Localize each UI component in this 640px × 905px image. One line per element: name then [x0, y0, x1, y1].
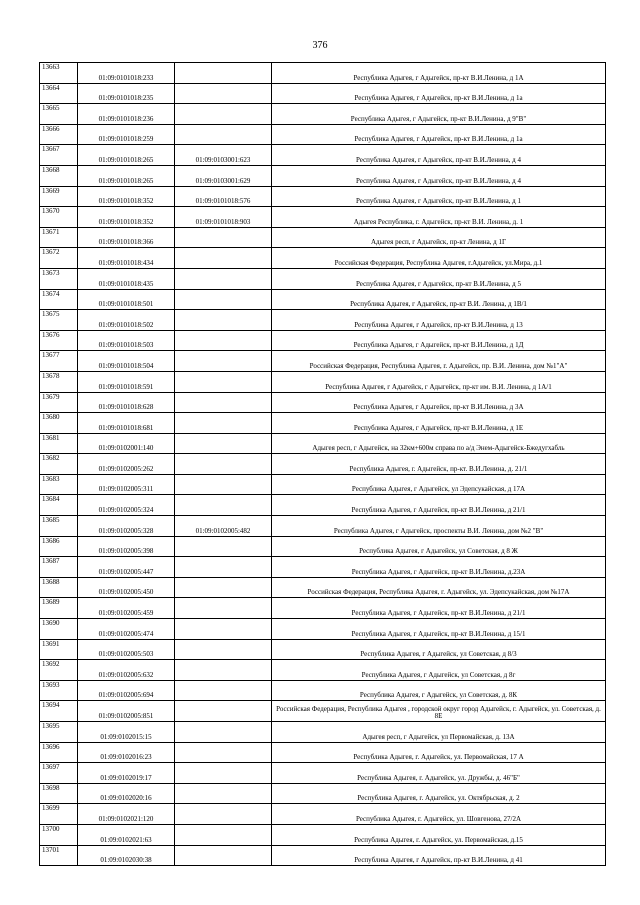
address-cell: Республика Адыгея, г. Адыгейск, ул. Первомайская, д.15	[272, 824, 606, 845]
row-number: 13667	[40, 145, 78, 166]
linked-cadastral-number-cell: 01:09:0102005:482	[175, 516, 272, 537]
linked-cadastral-number-cell	[175, 268, 272, 289]
table-row	[40, 824, 606, 845]
address-cell: Республика Адыгея, г Адыгейск, пр-кт В.И.Ленина, д 41	[272, 845, 606, 866]
linked-cadastral-number-cell	[175, 845, 272, 866]
cadastral-number-cell: 01:09:0101018:366	[78, 227, 175, 248]
row-number: 13690	[40, 619, 78, 640]
linked-cadastral-number-cell	[175, 495, 272, 516]
row-number: 13684	[40, 495, 78, 516]
address-cell: Республика Адыгея, г Адыгейск, ул Советская, д 8 Ж	[272, 536, 606, 557]
row-number: 13671	[40, 227, 78, 248]
table-row	[40, 145, 606, 166]
table-row	[40, 557, 606, 578]
linked-cadastral-number-cell	[175, 351, 272, 372]
linked-cadastral-number-cell	[175, 83, 272, 104]
linked-cadastral-number-cell	[175, 660, 272, 681]
cadastral-number-cell: 01:09:0101018:435	[78, 268, 175, 289]
table-row	[40, 454, 606, 475]
linked-cadastral-number-cell	[175, 742, 272, 763]
table-row	[40, 516, 606, 537]
cadastral-number-cell: 01:09:0102005:459	[78, 598, 175, 619]
table-row	[40, 83, 606, 104]
address-cell: Адыгея респ, г Адыгейск, ул Первомайская, д. 13А	[272, 722, 606, 743]
address-cell: Республика Адыгея, г. Адыгейск, пр-кт. В.И.Ленина, д. 21/1	[272, 454, 606, 475]
linked-cadastral-number-cell	[175, 227, 272, 248]
linked-cadastral-number-cell	[175, 701, 272, 722]
address-cell: Республика Адыгея, г Адыгейск, пр-кт В.И.Ленина, д 1Е	[272, 413, 606, 434]
table-row	[40, 845, 606, 866]
linked-cadastral-number-cell	[175, 722, 272, 743]
table-row	[40, 763, 606, 784]
address-cell: Республика Адыгея, г Адыгейск, пр-кт В.И.Ленина, д 1Д	[272, 330, 606, 351]
linked-cadastral-number-cell	[175, 536, 272, 557]
address-cell: Республика Адыгея, г Адыгейск, ул Советская, д 8г	[272, 660, 606, 681]
cadastral-number-cell: 01:09:0101018:628	[78, 392, 175, 413]
address-cell: Республика Адыгея, г Адыгейск, пр-кт В.И.Ленина, д 21/1	[272, 598, 606, 619]
cadastral-number-cell: 01:09:0101018:265	[78, 165, 175, 186]
row-number: 13696	[40, 742, 78, 763]
address-cell: Республика Адыгея, г Адыгейск, ул Советская, д. 8К	[272, 680, 606, 701]
address-cell: Республика Адыгея, г Адыгейск, пр-кт В.И.Ленина, д 4	[272, 145, 606, 166]
table-row	[40, 351, 606, 372]
table-row	[40, 227, 606, 248]
row-number: 13697	[40, 763, 78, 784]
cadastral-number-cell: 01:09:0101018:681	[78, 413, 175, 434]
address-cell: Адыгея респ, г Адыгейск, на 32км+600м справа по а/д Энем-Адыгейск-Бжедугхабль	[272, 433, 606, 454]
table-row	[40, 742, 606, 763]
table-row	[40, 310, 606, 331]
table-row	[40, 371, 606, 392]
table-row	[40, 413, 606, 434]
address-cell: Российская Федерация, Республика Адыгея, г. Адыгейск, пр. В.И. Ленина, дом №1"А"	[272, 351, 606, 372]
cadastral-number-cell: 01:09:0102001:140	[78, 433, 175, 454]
row-number: 13687	[40, 557, 78, 578]
address-cell: Республика Адыгея, г Адыгейск, пр-кт В.И.Ленина, д 4	[272, 165, 606, 186]
cadastral-number-cell: 01:09:0101018:591	[78, 371, 175, 392]
address-cell: Республика Адыгея, г Адыгейск, пр-кт В.И.Ленина, д.23А	[272, 557, 606, 578]
table-row	[40, 289, 606, 310]
row-number: 13669	[40, 186, 78, 207]
linked-cadastral-number-cell	[175, 598, 272, 619]
row-number: 13675	[40, 310, 78, 331]
address-cell: Республика Адыгея, г Адыгейск, пр-кт В.И. Ленина, д 1В/1	[272, 289, 606, 310]
registry-table	[39, 62, 606, 866]
address-cell: Республика Адыгея, г Адыгейск, пр-кт В.И.Ленина, д 1А	[272, 63, 606, 84]
row-number: 13664	[40, 83, 78, 104]
linked-cadastral-number-cell	[175, 557, 272, 578]
table-row	[40, 495, 606, 516]
address-cell: Республика Адыгея, г Адыгейск, пр-кт В.И.Ленина, д 9"В"	[272, 104, 606, 125]
row-number: 13663	[40, 63, 78, 84]
table-row	[40, 433, 606, 454]
linked-cadastral-number-cell	[175, 433, 272, 454]
address-cell: Республика Адыгея, г. Адыгейск, ул. Шовгенова, 27/2А	[272, 804, 606, 825]
cadastral-number-cell: 01:09:0102005:262	[78, 454, 175, 475]
cadastral-number-cell: 01:09:0102016:23	[78, 742, 175, 763]
row-number: 13679	[40, 392, 78, 413]
row-number: 13678	[40, 371, 78, 392]
cadastral-number-cell: 01:09:0101018:434	[78, 248, 175, 269]
table-row	[40, 598, 606, 619]
linked-cadastral-number-cell	[175, 639, 272, 660]
address-cell: Республика Адыгея, г Адыгейск, пр-кт В.И.Ленина, д 1а	[272, 83, 606, 104]
linked-cadastral-number-cell	[175, 824, 272, 845]
table-row	[40, 248, 606, 269]
cadastral-number-cell: 01:09:0101018:265	[78, 145, 175, 166]
table-row	[40, 268, 606, 289]
row-number: 13699	[40, 804, 78, 825]
linked-cadastral-number-cell	[175, 63, 272, 84]
address-cell: Республика Адыгея, г Адыгейск, г Адыгейск, пр-кт им. В.И. Ленина, д 1А/1	[272, 371, 606, 392]
table-row	[40, 330, 606, 351]
cadastral-number-cell: 01:09:0102005:503	[78, 639, 175, 660]
row-number: 13698	[40, 783, 78, 804]
linked-cadastral-number-cell	[175, 330, 272, 351]
linked-cadastral-number-cell	[175, 413, 272, 434]
cadastral-number-cell: 01:09:0102019:17	[78, 763, 175, 784]
cadastral-number-cell: 01:09:0101018:501	[78, 289, 175, 310]
table-row	[40, 124, 606, 145]
linked-cadastral-number-cell	[175, 454, 272, 475]
cadastral-number-cell: 01:09:0101018:236	[78, 104, 175, 125]
address-cell: Республика Адыгея, г Адыгейск, пр-кт В.И.Ленина, д 1	[272, 186, 606, 207]
row-number: 13665	[40, 104, 78, 125]
row-number: 13686	[40, 536, 78, 557]
address-cell: Адыгея Республика, г. Адыгейск, пр-кт В.И. Ленина, д. 1	[272, 207, 606, 228]
linked-cadastral-number-cell	[175, 124, 272, 145]
table-row	[40, 619, 606, 640]
address-cell: Республика Адыгея, г Адыгейск, ул Советская, д 8/3	[272, 639, 606, 660]
linked-cadastral-number-cell: 01:09:0101018:576	[175, 186, 272, 207]
linked-cadastral-number-cell	[175, 392, 272, 413]
cadastral-number-cell: 01:09:0102020:16	[78, 783, 175, 804]
cadastral-number-cell: 01:09:0101018:233	[78, 63, 175, 84]
address-cell: Российская Федерация, Республика Адыгея , городской округ город Адыгейск, г. Адыгейск, ул. Советская, д. 8Е	[272, 701, 606, 722]
row-number: 13700	[40, 824, 78, 845]
address-cell: Республика Адыгея, г. Адыгейск, ул. Дружбы, д. 46"Б"	[272, 763, 606, 784]
linked-cadastral-number-cell	[175, 783, 272, 804]
address-cell: Российская Федерация, Республика Адыгея, г.Адыгейск, ул.Мира, д.1	[272, 248, 606, 269]
table-row	[40, 207, 606, 228]
linked-cadastral-number-cell	[175, 104, 272, 125]
cadastral-number-cell: 01:09:0101018:352	[78, 186, 175, 207]
cadastral-number-cell: 01:09:0101018:259	[78, 124, 175, 145]
linked-cadastral-number-cell	[175, 763, 272, 784]
linked-cadastral-number-cell	[175, 310, 272, 331]
address-cell: Республика Адыгея, г Адыгейск, проспекты В.И. Ленина, дом №2 "В"	[272, 516, 606, 537]
row-number: 13701	[40, 845, 78, 866]
address-cell: Республика Адыгея, г. Адыгейск, ул. Первомайская, 17 А	[272, 742, 606, 763]
cadastral-number-cell: 01:09:0102015:15	[78, 722, 175, 743]
table-row	[40, 701, 606, 722]
cadastral-number-cell: 01:09:0102005:474	[78, 619, 175, 640]
row-number: 13695	[40, 722, 78, 743]
cadastral-number-cell: 01:09:0101018:504	[78, 351, 175, 372]
table-row	[40, 536, 606, 557]
row-number: 13693	[40, 680, 78, 701]
cadastral-number-cell: 01:09:0102005:311	[78, 474, 175, 495]
table-row	[40, 104, 606, 125]
table-row	[40, 165, 606, 186]
row-number: 13691	[40, 639, 78, 660]
address-cell: Республика Адыгея, г Адыгейск, пр-кт В.И.Ленина, д 1а	[272, 124, 606, 145]
cadastral-number-cell: 01:09:0102021:63	[78, 824, 175, 845]
row-number: 13694	[40, 701, 78, 722]
table-row	[40, 722, 606, 743]
row-number: 13682	[40, 454, 78, 475]
linked-cadastral-number-cell: 01:09:0103001:623	[175, 145, 272, 166]
cadastral-number-cell: 01:09:0102005:632	[78, 660, 175, 681]
cadastral-number-cell: 01:09:0102005:694	[78, 680, 175, 701]
table-row	[40, 577, 606, 598]
table-row	[40, 783, 606, 804]
table-row	[40, 392, 606, 413]
row-number: 13677	[40, 351, 78, 372]
address-cell: Российская Федерация, Республика Адыгея, г. Адыгейск, ул. Эдепсукайская, дом №17А	[272, 577, 606, 598]
row-number: 13692	[40, 660, 78, 681]
linked-cadastral-number-cell	[175, 248, 272, 269]
cadastral-number-cell: 01:09:0101018:352	[78, 207, 175, 228]
linked-cadastral-number-cell	[175, 289, 272, 310]
row-number: 13674	[40, 289, 78, 310]
address-cell: Республика Адыгея, г Адыгейск, пр-кт В.И.Ленина, д 5	[272, 268, 606, 289]
table-row	[40, 680, 606, 701]
linked-cadastral-number-cell	[175, 804, 272, 825]
row-number: 13683	[40, 474, 78, 495]
address-cell: Республика Адыгея, г Адыгейск, пр-кт В.И.Ленина, д 15/1	[272, 619, 606, 640]
row-number: 13689	[40, 598, 78, 619]
cadastral-number-cell: 01:09:0102005:450	[78, 577, 175, 598]
cadastral-number-cell: 01:09:0101018:502	[78, 310, 175, 331]
registry-table-body	[40, 63, 606, 866]
table-row	[40, 186, 606, 207]
cadastral-number-cell: 01:09:0102005:324	[78, 495, 175, 516]
row-number: 13680	[40, 413, 78, 434]
linked-cadastral-number-cell	[175, 577, 272, 598]
linked-cadastral-number-cell	[175, 371, 272, 392]
row-number: 13673	[40, 268, 78, 289]
cadastral-number-cell: 01:09:0102005:447	[78, 557, 175, 578]
row-number: 13685	[40, 516, 78, 537]
row-number: 13666	[40, 124, 78, 145]
cadastral-number-cell: 01:09:0102005:328	[78, 516, 175, 537]
page-number: 376	[312, 40, 328, 51]
row-number: 13676	[40, 330, 78, 351]
cadastral-number-cell: 01:09:0102021:120	[78, 804, 175, 825]
row-number: 13672	[40, 248, 78, 269]
linked-cadastral-number-cell: 01:09:0101018:903	[175, 207, 272, 228]
table-row	[40, 660, 606, 681]
table-row	[40, 804, 606, 825]
row-number: 13670	[40, 207, 78, 228]
cadastral-number-cell: 01:09:0101018:235	[78, 83, 175, 104]
cadastral-number-cell: 01:09:0101018:503	[78, 330, 175, 351]
linked-cadastral-number-cell	[175, 680, 272, 701]
address-cell: Республика Адыгея, г Адыгейск, пр-кт В.И.Ленина, д 13	[272, 310, 606, 331]
linked-cadastral-number-cell	[175, 474, 272, 495]
address-cell: Республика Адыгея, г Адыгейск, пр-кт В.И.Ленина, д 21/1	[272, 495, 606, 516]
linked-cadastral-number-cell: 01:09:0103001:629	[175, 165, 272, 186]
cadastral-number-cell: 01:09:0102005:851	[78, 701, 175, 722]
address-cell: Республика Адыгея, г. Адыгейск, ул. Октябрьская, д. 2	[272, 783, 606, 804]
linked-cadastral-number-cell	[175, 619, 272, 640]
table-row	[40, 474, 606, 495]
address-cell: Республика Адыгея, г Адыгейск, ул Эдепсукайская, д 17А	[272, 474, 606, 495]
cadastral-number-cell: 01:09:0102005:398	[78, 536, 175, 557]
row-number: 13681	[40, 433, 78, 454]
address-cell: Республика Адыгея, г Адыгейск, пр-кт В.И.Ленина, д 3А	[272, 392, 606, 413]
table-row	[40, 63, 606, 84]
table-row	[40, 639, 606, 660]
row-number: 13668	[40, 165, 78, 186]
address-cell: Адыгея респ, г Адыгейск, пр-кт Ленина, д 1Г	[272, 227, 606, 248]
row-number: 13688	[40, 577, 78, 598]
cadastral-number-cell: 01:09:0102030:38	[78, 845, 175, 866]
